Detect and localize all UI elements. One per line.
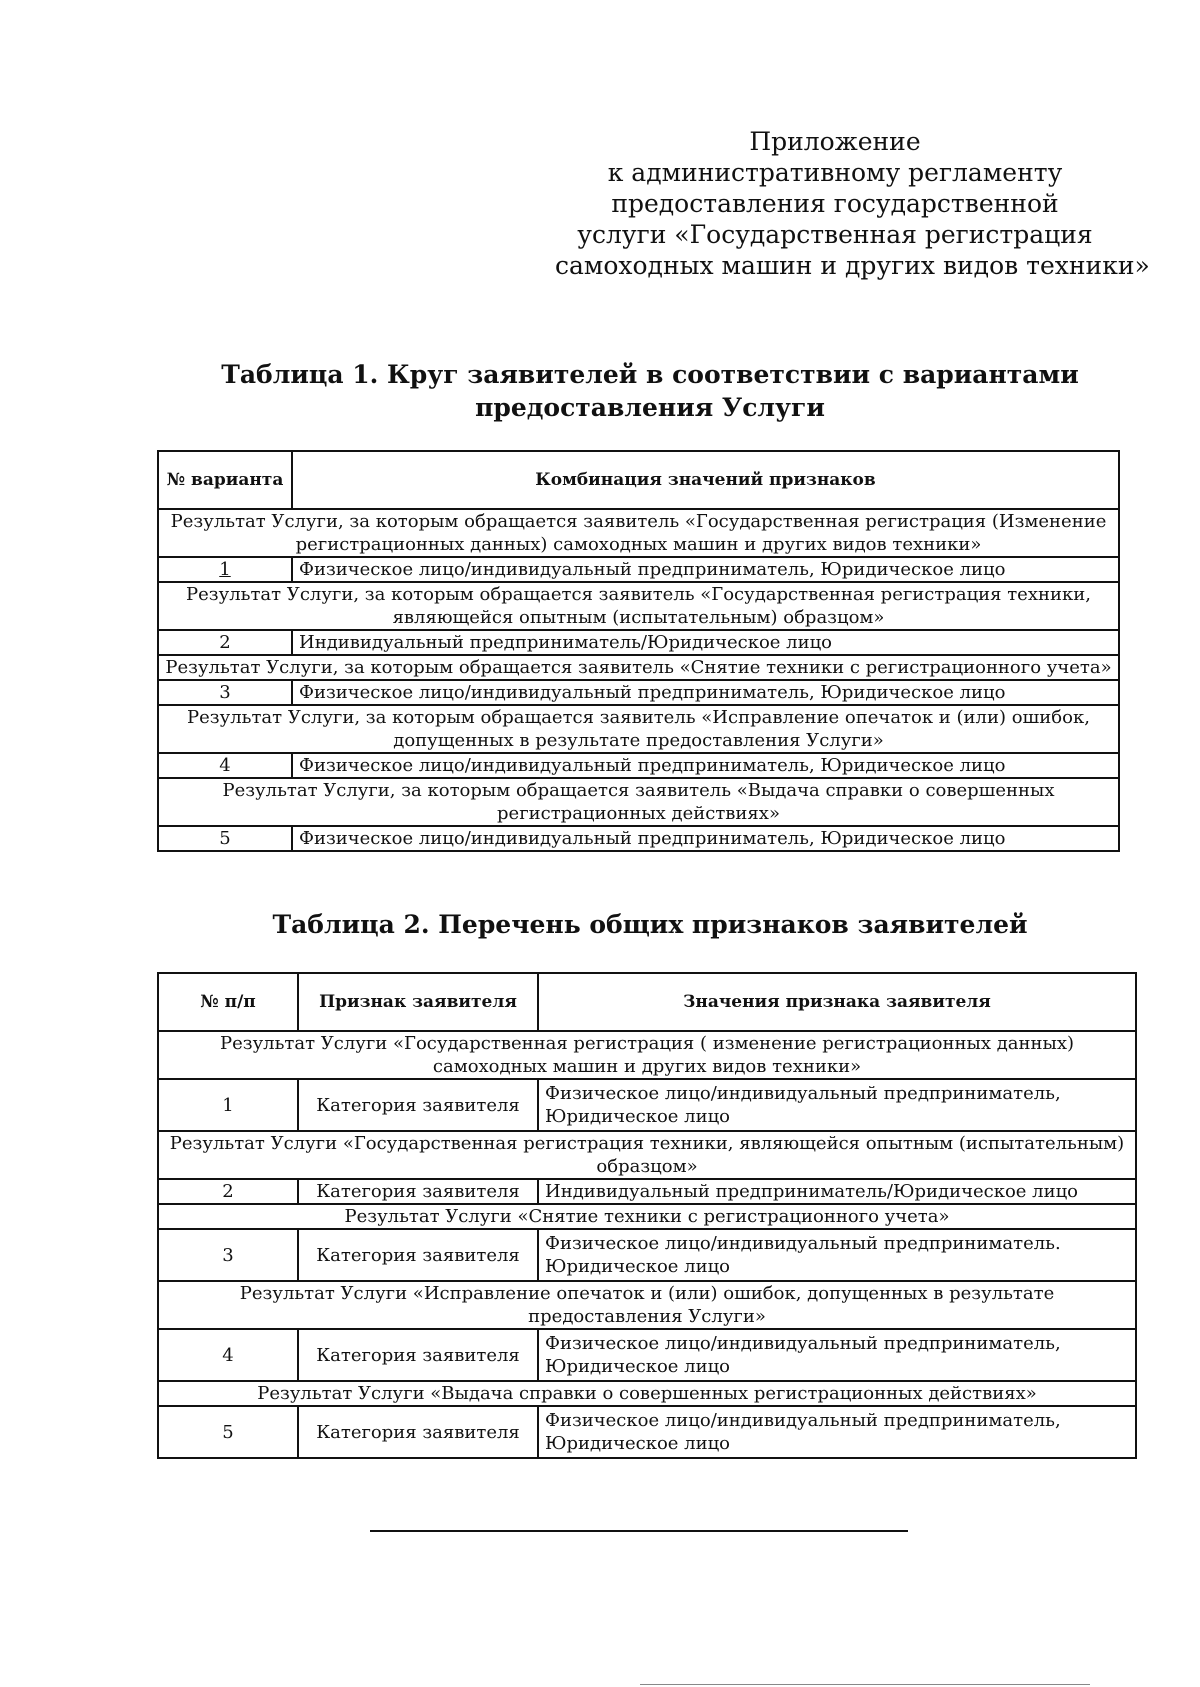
header-values: Значения признака заявителя — [538, 973, 1136, 1031]
combination-cell: Физическое лицо/индивидуальный предприниматель, Юридическое лицо — [292, 753, 1119, 778]
attribute-cell: Категория заявителя — [298, 1329, 538, 1381]
table-row — [158, 1406, 1136, 1458]
number-cell: 5 — [158, 1406, 298, 1458]
number-cell: 3 — [158, 1229, 298, 1281]
value-cell: Физическое лицо/индивидуальный предприниматель. Юридическое лицо — [538, 1229, 1136, 1281]
result-cell: Результат Услуги «Государственная регистрация техники, являющейся опытным (испытательным) образцом» — [158, 1131, 1136, 1179]
appendix-line: к административному регламенту — [607, 158, 1063, 187]
result-cell: Результат Услуги «Выдача справки о совершенных регистрационных действиях» — [158, 1381, 1136, 1406]
variant-number-cell: 2 — [158, 630, 292, 655]
applicants-variants-table — [157, 450, 1120, 852]
table-header-row — [158, 451, 1119, 509]
attribute-cell: Категория заявителя — [298, 1406, 538, 1458]
result-row — [158, 1281, 1136, 1329]
result-row — [158, 582, 1119, 630]
variant-number-cell: 5 — [158, 826, 292, 851]
header-combination: Комбинация значений признаков — [292, 451, 1119, 509]
applicant-attributes-table — [157, 972, 1137, 1459]
combination-cell: Физическое лицо/индивидуальный предприниматель, Юридическое лицо — [292, 826, 1119, 851]
header-number: № п/п — [158, 973, 298, 1031]
result-row — [158, 1031, 1136, 1079]
table-row — [158, 753, 1119, 778]
table-row — [158, 1229, 1136, 1281]
table-row — [158, 630, 1119, 655]
number-cell: 2 — [158, 1179, 298, 1204]
closing-rule — [370, 1530, 908, 1532]
table-header-row — [158, 973, 1136, 1031]
result-row — [158, 778, 1119, 826]
result-cell: Результат Услуги, за которым обращается заявитель «Государственная регистрация техники, являющейся опытным (испытательным) образцом» — [158, 582, 1119, 630]
appendix-line: предоставления государственной — [611, 189, 1059, 218]
header-variant-number: № варианта — [158, 451, 292, 509]
value-cell: Физическое лицо/индивидуальный предприниматель, Юридическое лицо — [538, 1406, 1136, 1458]
appendix-line: услуги «Государственная регистрация — [577, 220, 1093, 249]
appendix-line: самоходных машин и других видов техники» — [555, 251, 1150, 280]
table-row — [158, 1079, 1136, 1131]
result-cell: Результат Услуги, за которым обращается заявитель «Государственная регистрация (Изменение регистрационных данных) самоходных машин и других видов техники» — [158, 509, 1119, 557]
table-row — [158, 680, 1119, 705]
table-row — [158, 826, 1119, 851]
table1-title-line: предоставления Услуги — [475, 393, 825, 422]
combination-cell: Физическое лицо/индивидуальный предприниматель, Юридическое лицо — [292, 680, 1119, 705]
result-cell: Результат Услуги, за которым обращается заявитель «Снятие техники с регистрационного учета» — [158, 655, 1119, 680]
result-cell: Результат Услуги, за которым обращается заявитель «Выдача справки о совершенных регистрационных действиях» — [158, 778, 1119, 826]
result-row — [158, 655, 1119, 680]
result-cell: Результат Услуги, за которым обращается заявитель «Исправление опечаток и (или) ошибок, допущенных в результате предоставления Услуги» — [158, 705, 1119, 753]
variant-number-cell: 3 — [158, 680, 292, 705]
attribute-cell: Категория заявителя — [298, 1179, 538, 1204]
result-row — [158, 1381, 1136, 1406]
result-cell: Результат Услуги «Снятие техники с регистрационного учета» — [158, 1204, 1136, 1229]
result-row — [158, 1204, 1136, 1229]
table-row — [158, 1179, 1136, 1204]
result-cell: Результат Услуги «Государственная регистрация ( изменение регистрационных данных) самоходных машин и других видов техники» — [158, 1031, 1136, 1079]
attribute-cell: Категория заявителя — [298, 1229, 538, 1281]
appendix-line: Приложение — [749, 127, 921, 156]
variant-number-cell: 4 — [158, 753, 292, 778]
value-cell: Физическое лицо/индивидуальный предприниматель, Юридическое лицо — [538, 1329, 1136, 1381]
value-cell: Физическое лицо/индивидуальный предприниматель, Юридическое лицо — [538, 1079, 1136, 1131]
value-cell: Индивидуальный предприниматель/Юридическое лицо — [538, 1179, 1136, 1204]
table-row — [158, 1329, 1136, 1381]
result-row — [158, 705, 1119, 753]
number-cell: 1 — [158, 1079, 298, 1131]
combination-cell: Индивидуальный предприниматель/Юридическое лицо — [292, 630, 1119, 655]
header-attribute: Признак заявителя — [298, 973, 538, 1031]
result-row — [158, 509, 1119, 557]
appendix-heading — [555, 126, 1150, 281]
table1-title — [150, 358, 1150, 424]
table1-title-line: Таблица 1. Круг заявителей в соответствии с вариантами — [221, 360, 1079, 389]
result-row — [158, 1131, 1136, 1179]
table2-title: Таблица 2. Перечень общих признаков заявителей — [272, 910, 1028, 939]
number-cell: 4 — [158, 1329, 298, 1381]
result-cell: Результат Услуги «Исправление опечаток и (или) ошибок, допущенных в результате предоставления Услуги» — [158, 1281, 1136, 1329]
combination-cell: Физическое лицо/индивидуальный предприниматель, Юридическое лицо — [292, 557, 1119, 582]
scan-edge-line — [640, 1684, 1090, 1685]
table-row — [158, 557, 1119, 582]
attribute-cell: Категория заявителя — [298, 1079, 538, 1131]
variant-number-cell: 1 — [158, 557, 292, 582]
